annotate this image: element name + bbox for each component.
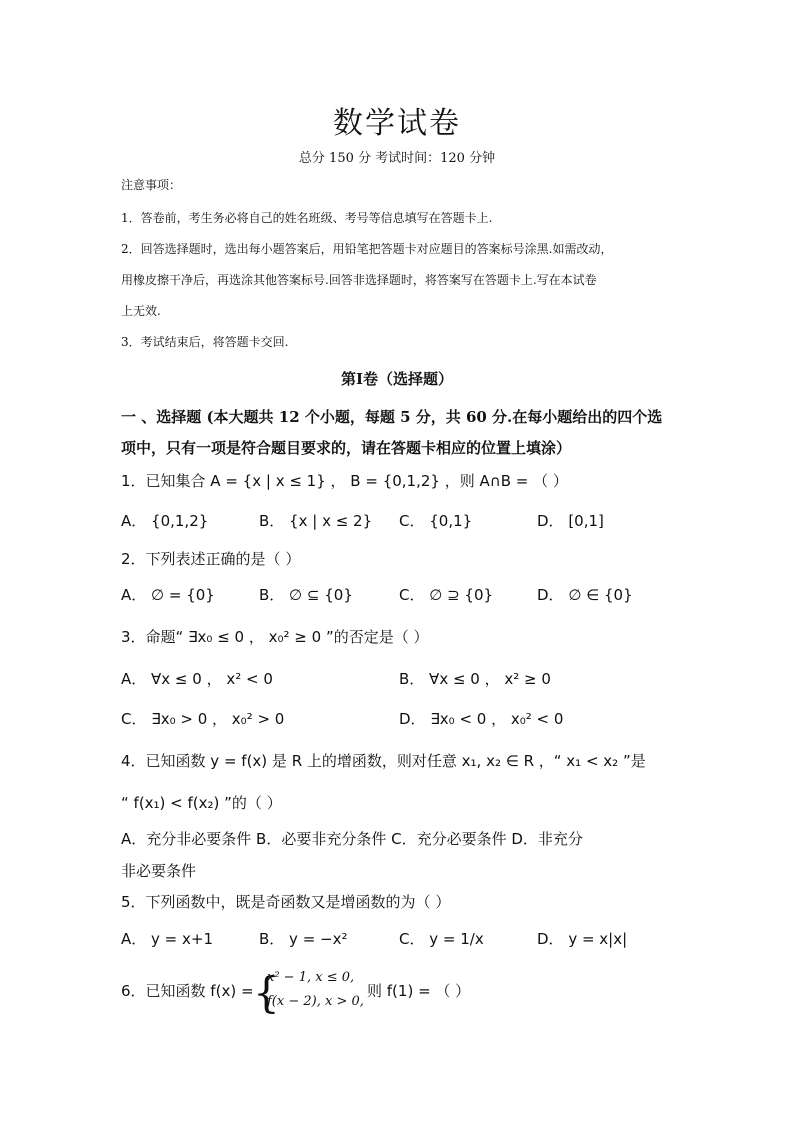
- question-3-option-b: B． ∀x ≤ 0 ， x² ≥ 0: [399, 670, 551, 688]
- question-3-options-row-1: [121, 666, 681, 692]
- note-2-line-2: 用橡皮擦干净后，再选涂其他答案标号.回答非选择题时，将答案写在答题卡上.写在本试卷: [121, 273, 597, 287]
- question-5-stem: 5．下列函数中，既是奇函数又是增函数的为（ ）: [121, 893, 451, 911]
- question-6-stem: [121, 968, 681, 1018]
- question-4-stem-line-2: “ f(x₁) < f(x₂) ”的（ ）: [121, 794, 282, 812]
- question-5-option-d: D． y = x|x|: [537, 930, 628, 948]
- part-heading-line-2: 项中，只有一项是符合题目要求的，请在答题卡相应的位置上填涂）: [121, 439, 572, 457]
- note-2-line-1: 2．回答选择题时，选出每小题答案后，用铅笔把答题卡对应题目的答案标号涂黑.如需改动，: [121, 242, 613, 256]
- note-1: 1．答卷前，考生务必将自己的姓名班级、考号等信息填写在答题卡上.: [121, 211, 493, 225]
- part-heading: [121, 402, 681, 464]
- question-5-option-b: B． y = −x²: [259, 930, 348, 948]
- question-4-options-line-1: A．充分非必要条件 B．必要非充分条件 C．充分必要条件 D．非充分: [121, 830, 583, 848]
- part-heading-line-1: 一 、选择题 (本大题共 12 个小题，每题 5 分，共 60 分.在每小题给出的四个选: [121, 408, 663, 426]
- question-1-option-d: D． [0,1]: [537, 512, 604, 530]
- question-1-stem: 1．已知集合 A = {x | x ≤ 1} ， B = {0,1,2} ，则 A∩B = （ ）: [121, 472, 568, 490]
- page-title: 数学试卷: [333, 106, 461, 141]
- question-6-case-1: x² − 1, x ≤ 0,: [267, 970, 355, 985]
- note-2-line-3: 上无效.: [121, 304, 161, 318]
- question-3-option-d: D． ∃x₀ < 0 ， x₀² < 0: [399, 710, 564, 728]
- question-4-options-line-2: 非必要条件: [121, 862, 197, 880]
- question-5-option-a: A． y = x+1: [121, 930, 213, 948]
- question-2-option-c: C． ∅ ⊇ {0}: [399, 586, 494, 604]
- section-title: 第Ⅰ卷（选择题）: [340, 370, 454, 388]
- question-2-option-b: B． ∅ ⊆ {0}: [259, 586, 353, 604]
- question-3-options-row-2: [121, 706, 681, 732]
- question-2-stem: 2．下列表述正确的是（ ）: [121, 550, 301, 568]
- question-2-options: [121, 582, 681, 608]
- question-6-case-2: f(x − 2), x > 0,: [267, 994, 364, 1009]
- question-6-tail: 则 f(1) = （ ）: [367, 982, 471, 1000]
- exam-info: 总分 150 分 考试时间：120 分钟: [298, 151, 496, 166]
- question-4-stem-line-1: 4．已知函数 y = f(x) 是 R 上的增函数，则对任意 x₁, x₂ ∈ R ，“ x₁ < x₂ ”是: [121, 752, 646, 770]
- question-2-option-d: D． ∅ ∈ {0}: [537, 586, 633, 604]
- question-1-option-a: A． {0,1,2}: [121, 512, 209, 530]
- question-5-option-c: C． y = 1/x: [399, 930, 484, 948]
- piecewise-brace: {: [253, 968, 280, 1017]
- question-6-lead: 6．已知函数 f(x) =: [121, 982, 254, 1000]
- question-3-option-c: C． ∃x₀ > 0 ， x₀² > 0: [121, 710, 285, 728]
- question-2-option-a: A． ∅ = {0}: [121, 586, 215, 604]
- question-1-option-b: B． {x | x ≤ 2}: [259, 512, 373, 530]
- notes-heading: 注意事项：: [121, 178, 182, 192]
- question-1-option-c: C． {0,1}: [399, 512, 473, 530]
- question-1-options: [121, 508, 681, 534]
- question-3-option-a: A． ∀x ≤ 0 ， x² < 0: [121, 670, 273, 688]
- question-3-stem: 3．命题“ ∃x₀ ≤ 0 ， x₀² ≥ 0 ”的否定是（ ）: [121, 628, 429, 646]
- question-5-options: [121, 926, 681, 952]
- note-3: 3．考试结束后，将答题卡交回.: [121, 335, 289, 349]
